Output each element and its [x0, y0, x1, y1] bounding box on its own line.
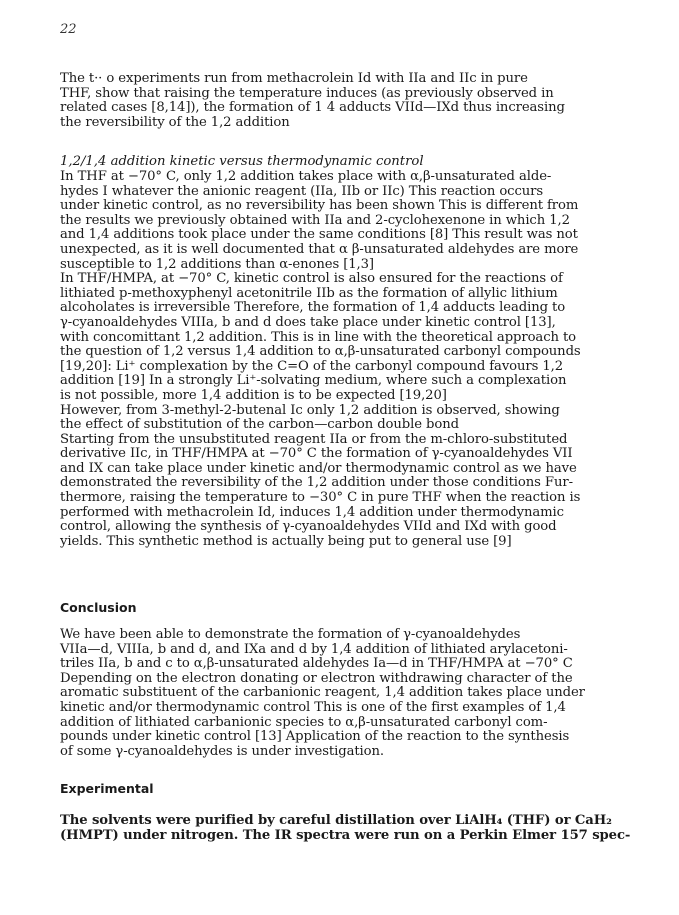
text-line: is not possible, more 1,4 addition is to be expected [19,20] [60, 387, 447, 403]
text-line: yields. This synthetic method is actually being put to general use [9] [60, 533, 512, 549]
subsection-heading: 1,2/1,4 addition kinetic versus thermodynamic control [60, 154, 424, 169]
text-line: demonstrated the reversibility of the 1,2 addition under those conditions Fur- [60, 475, 573, 491]
text-line: addition of lithiated carbanionic species to α,β-unsaturated carbonyl com- [60, 714, 548, 730]
text-line: under kinetic control, as no reversibility has been shown This is different from [60, 198, 579, 214]
text-line: [19,20]: Li⁺ complexation by the C=O of the carbonyl compound favours 1,2 [60, 358, 564, 374]
conclusion-body [60, 628, 660, 759]
text-line: VIIa—d, VIIIa, b and d, and IXa and d by 1,4 addition of lithiated arylacetoni- [60, 641, 568, 657]
page-number: 22 [60, 22, 77, 37]
text-line: unexpected, as it is well documented that α β-unsaturated aldehydes are more [60, 241, 579, 257]
text-line: the reversibility of the 1,2 addition [60, 114, 290, 130]
text-line: In THF at −70° C, only 1,2 addition takes place with α,β-unsaturated alde- [60, 169, 552, 184]
text-line: hydes I whatever the anionic reagent (IIa, IIb or IIc) This reaction occurs [60, 183, 544, 199]
conclusion-heading: Conclusion [60, 600, 137, 615]
text-line: triles IIa, b and c to α,β-unsaturated aldehydes Ia—d in THF/HMPA at −70° C [60, 656, 573, 672]
text-line: We have been able to demonstrate the formation of γ-cyanoaldehydes [60, 627, 521, 642]
discussion-body [60, 170, 660, 549]
text-line: pounds under kinetic control [13] Application of the reaction to the synthesis [60, 729, 570, 745]
text-line: thermore, raising the temperature to −30° C in pure THF when the reaction is [60, 490, 581, 506]
text-line: the question of 1,2 versus 1,4 addition to α,β-unsaturated carbonyl compounds [60, 344, 581, 360]
text-line: γ-cyanoaldehydes VIIIa, b and d does take place under kinetic control [13], [60, 314, 556, 330]
text-line: of some γ-cyanoaldehydes is under investigation. [60, 743, 384, 759]
text-line: THF, show that raising the temperature induces (as previously observed in [60, 85, 554, 101]
text-line: related cases [8,14]), the formation of 1 4 adducts VIId—IXd thus increasing [60, 100, 565, 116]
experimental-heading: Experimental [60, 781, 154, 796]
text-line: lithiated p-methoxyphenyl acetonitrile IIb as the formation of allylic lithium [60, 285, 558, 301]
text-line: derivative IIc, in THF/HMPA at −70° C the formation of γ-cyanoaldehydes VII [60, 446, 573, 462]
text-line: and IX can take place under kinetic and/or thermodynamic control as we have [60, 460, 577, 476]
text-line: control, allowing the synthesis of γ-cyanoaldehydes VIId and IXd with good [60, 519, 557, 535]
text-line: susceptible to 1,2 additions than α-enones [1,3] [60, 256, 374, 272]
text-line: The solvents were purified by careful distillation over LiAlH₄ (THF) or CaH₂ [60, 813, 612, 828]
text-line: In THF/HMPA, at −70° C, kinetic control is also ensured for the reactions of [60, 271, 563, 287]
text-line: aromatic substituent of the carbanionic reagent, 1,4 addition takes place under [60, 685, 585, 701]
text-line: performed with methacrolein Id, induces 1,4 addition under thermodynamic [60, 504, 564, 520]
text-line: and 1,4 additions took place under the same conditions [8] This result was not [60, 227, 578, 243]
text-line: alcoholates is irreversible Therefore, the formation of 1,4 adducts leading to [60, 300, 566, 316]
text-line: with concomittant 1,2 addition. This is in line with the theoretical approach to [60, 329, 576, 345]
text-line: However, from 3-methyl-2-butenal Ic only 1,2 addition is observed, showing [60, 402, 560, 418]
experimental-body [60, 814, 660, 843]
text-line: kinetic and/or thermodynamic control This is one of the first examples of 1,4 [60, 699, 566, 715]
text-line: Depending on the electron donating or electron withdrawing character of the [60, 670, 573, 686]
text-line: Starting from the unsubstituted reagent IIa or from the m-chloro-substituted [60, 431, 568, 447]
text-line: addition [19] In a strongly Li⁺-solvating medium, where such a complexation [60, 373, 567, 389]
text-line: (HMPT) under nitrogen. The IR spectra were run on a Perkin Elmer 157 spec- [60, 827, 631, 843]
text-line: the effect of substitution of the carbon—carbon double bond [60, 417, 459, 433]
text-line: The t·· o experiments run from methacrolein Id with IIa and IIc in pure [60, 71, 528, 86]
intro-paragraph [60, 72, 660, 130]
text-line: the results we previously obtained with IIa and 2-cyclohexenone in which 1,2 [60, 212, 570, 228]
